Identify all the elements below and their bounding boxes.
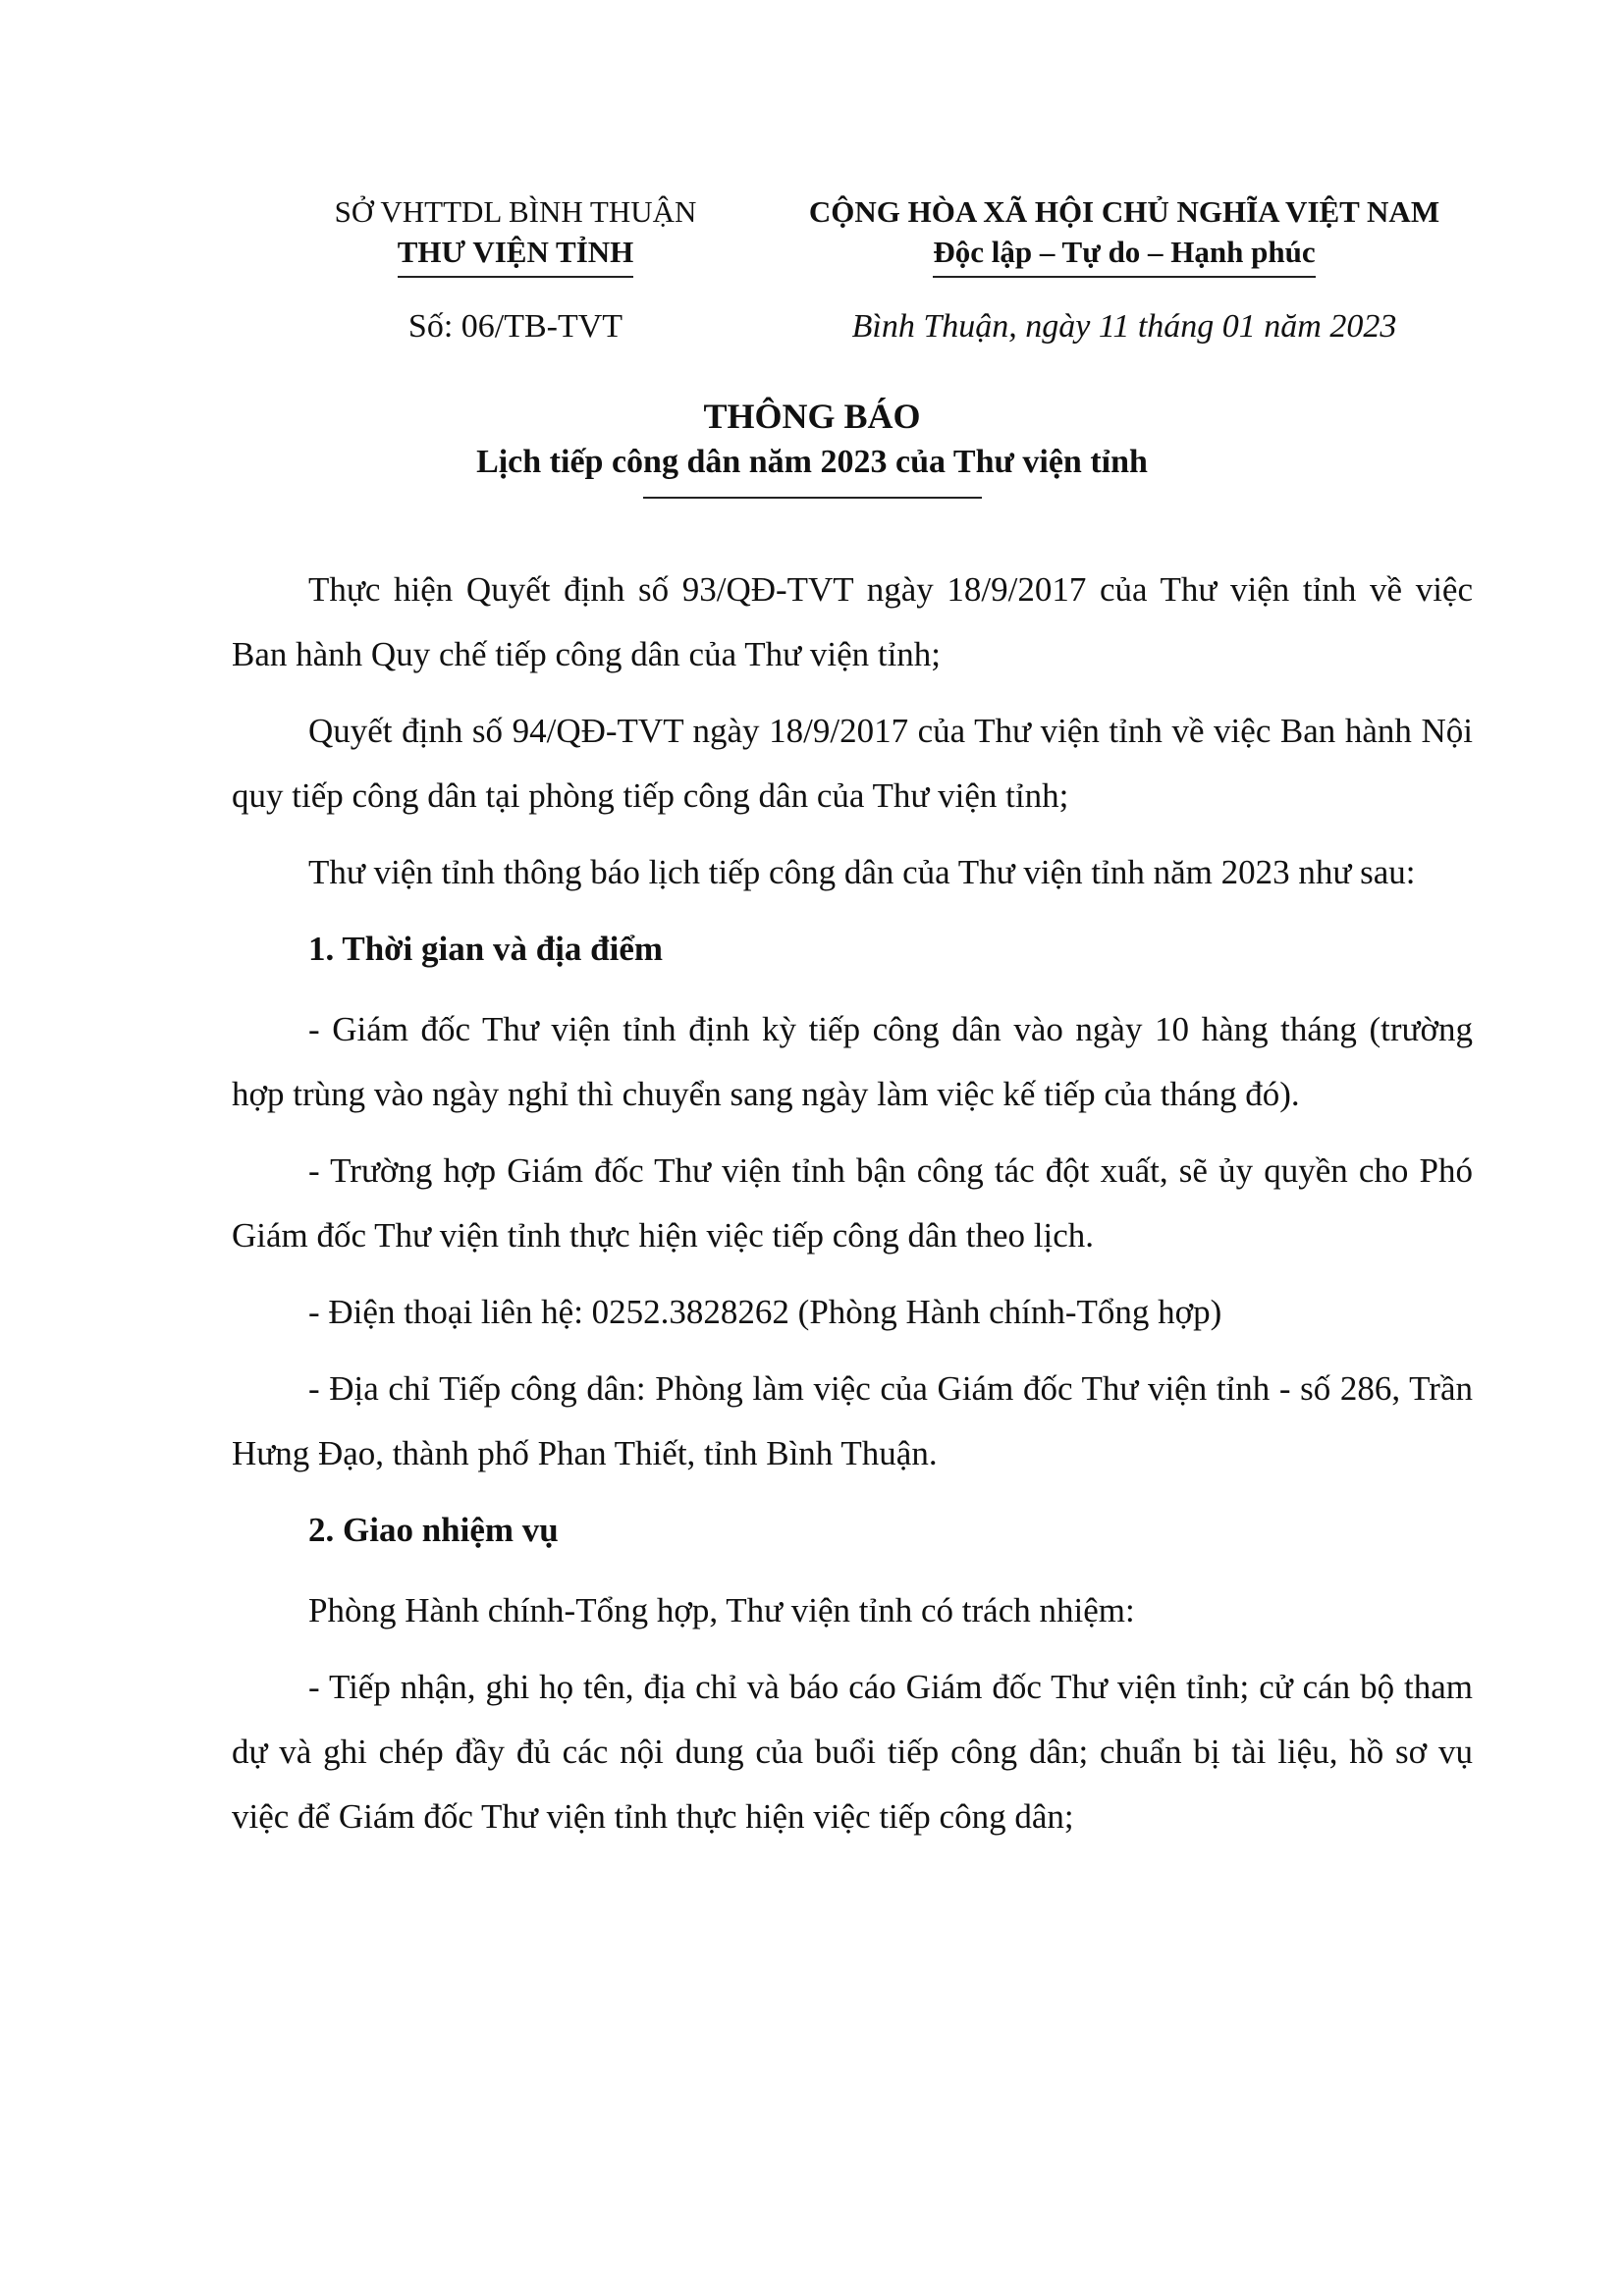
document-number: Số: 06/TB-TVT xyxy=(407,308,623,345)
section-heading-assignment: 2. Giao nhiệm vụ xyxy=(308,1511,559,1549)
paragraph-legal-basis-2: Quyết định số 94/QĐ-TVT ngày 18/9/2017 của Thư viện tỉnh về việc Ban hành Nội quy tiếp công dân tại phòng tiếp công dân của Thư viện tỉnh; xyxy=(232,712,1473,815)
section-heading-time-place: 1. Thời gian và địa điểm xyxy=(308,930,664,968)
document-title-block xyxy=(0,393,1624,499)
paragraph-announcement: Thư viện tỉnh thông báo lịch tiếp công dân của Thư viện tỉnh năm 2023 như sau: xyxy=(308,853,1416,891)
paragraph-duties: - Tiếp nhận, ghi họ tên, địa chỉ và báo cáo Giám đốc Thư viện tỉnh; cử cán bộ tham dự và ghi chép đầy đủ các nội dung của buổi tiếp công dân; chuẩn bị tài liệu, hồ sơ vụ việc để Giám đốc Thư viện tỉnh thực hiện việc tiếp công dân; xyxy=(232,1668,1473,1836)
parent-agency-name: SỞ VHTTDL BÌNH THUẬN xyxy=(334,194,697,229)
title-divider xyxy=(643,497,982,499)
paragraph-address: - Địa chỉ Tiếp công dân: Phòng làm việc của Giám đốc Thư viện tỉnh - số 286, Trần Hưng Đạo, thành phố Phan Thiết, tỉnh Bình Thuận. xyxy=(232,1369,1473,1472)
paragraph-responsible-unit: Phòng Hành chính-Tổng hợp, Thư viện tỉnh có trách nhiệm: xyxy=(308,1591,1135,1629)
national-motto: Độc lập – Tự do – Hạnh phúc xyxy=(933,233,1315,278)
paragraph-phone: - Điện thoại liên hệ: 0252.3828262 (Phòng Hành chính-Tổng hợp) xyxy=(308,1293,1222,1331)
document-subtitle: Lịch tiếp công dân năm 2023 của Thư viện tỉnh xyxy=(476,444,1148,480)
paragraph-schedule: - Giám đốc Thư viện tỉnh định kỳ tiếp công dân vào ngày 10 hàng tháng (trường hợp trùng vào ngày nghỉ thì chuyển sang ngày làm việc kế tiếp của tháng đó). xyxy=(232,1010,1473,1113)
issuing-agency-block xyxy=(319,192,712,278)
paragraph-legal-basis-1: Thực hiện Quyết định số 93/QĐ-TVT ngày 18/9/2017 của Thư viện tỉnh về việc Ban hành Quy chế tiếp công dân của Thư viện tỉnh; xyxy=(232,570,1473,673)
document-body xyxy=(232,558,1473,1861)
document-title: THÔNG BÁO xyxy=(703,397,921,436)
country-name: CỘNG HÒA XÃ HỘI CHỦ NGHĨA VIỆT NAM xyxy=(808,194,1440,229)
place-and-date: Bình Thuận, ngày 11 tháng 01 năm 2023 xyxy=(851,308,1397,345)
agency-name: THƯ VIỆN TỈNH xyxy=(398,233,634,278)
paragraph-delegation: - Trường hợp Giám đốc Thư viện tỉnh bận công tác đột xuất, sẽ ủy quyền cho Phó Giám đốc Thư viện tỉnh thực hiện việc tiếp công dân theo lịch. xyxy=(232,1151,1473,1255)
national-motto-block xyxy=(805,192,1443,278)
